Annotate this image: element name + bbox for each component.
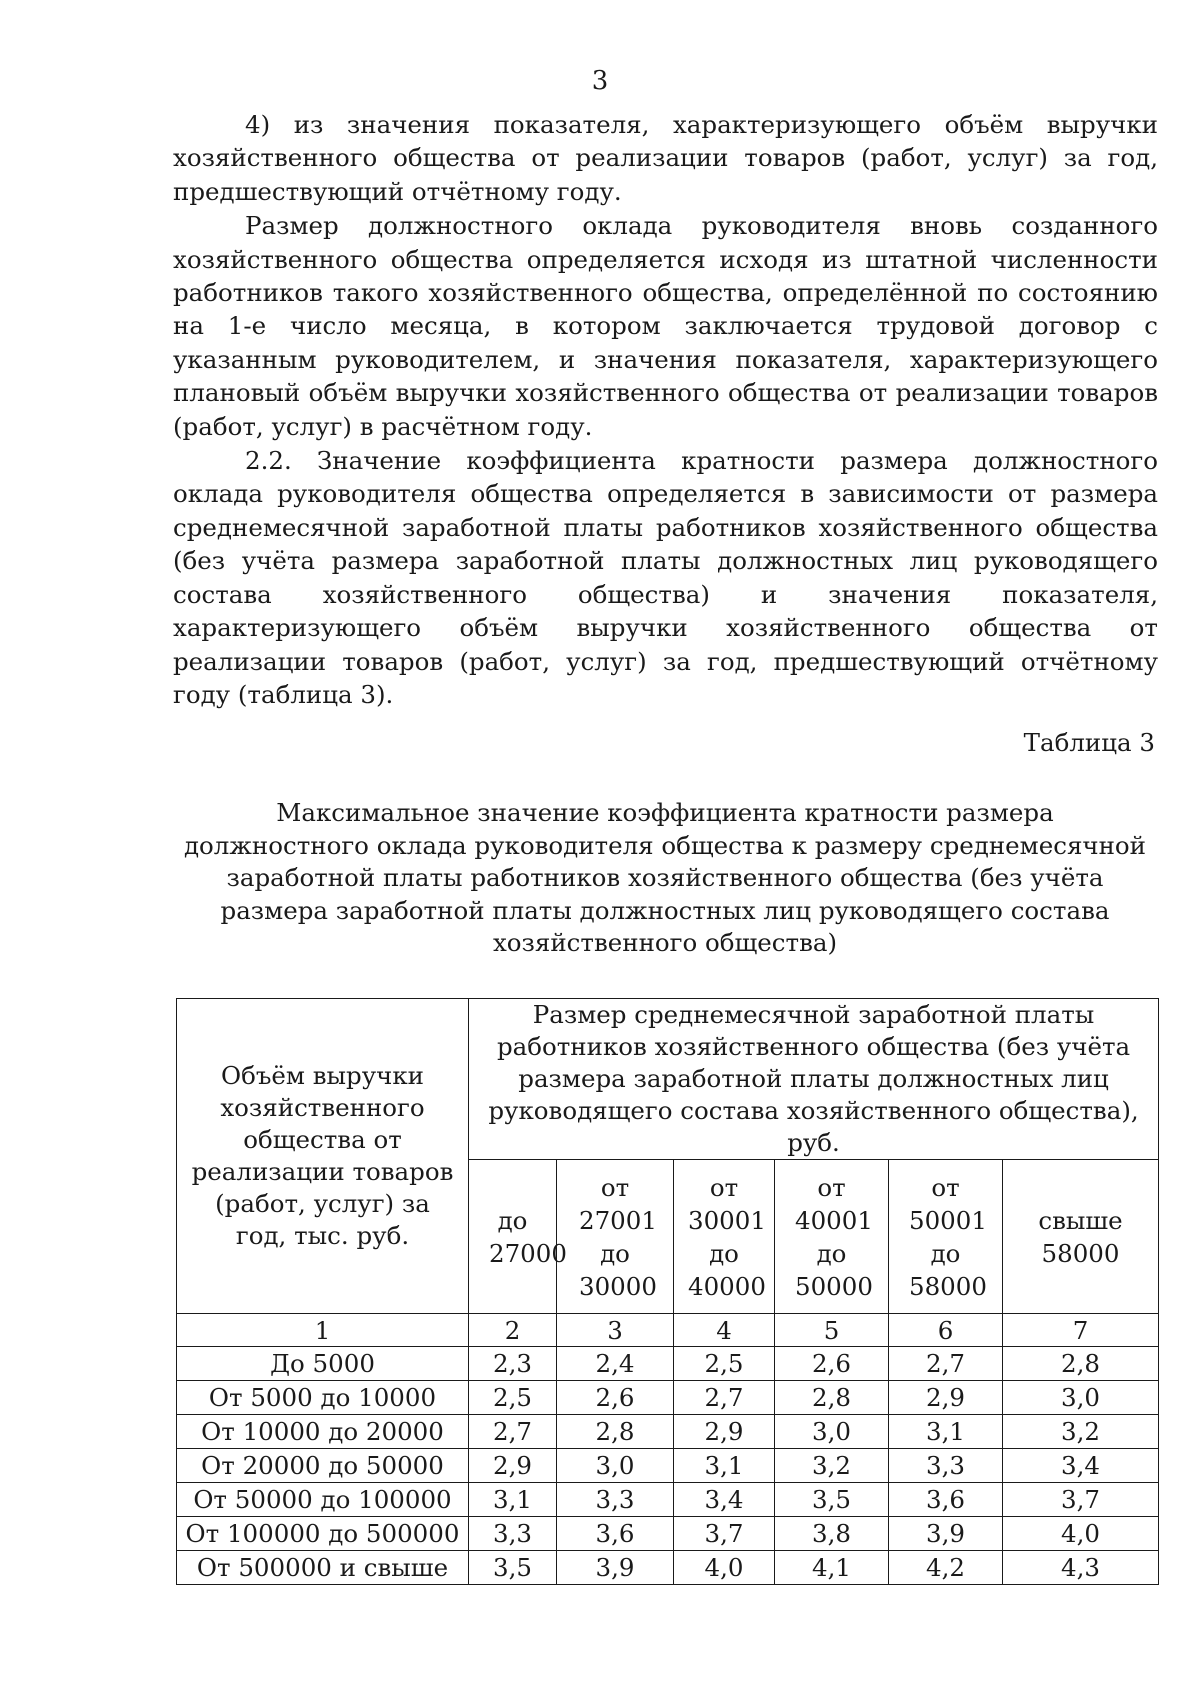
table-cell: 3,0: [557, 1449, 674, 1483]
table-cell: 3,5: [469, 1551, 557, 1585]
table-row: [177, 1449, 1159, 1483]
table-cell: 3,3: [889, 1449, 1003, 1483]
salary-range-text: до 27000: [489, 1205, 567, 1268]
salary-range-text: свыше 58000: [1038, 1205, 1123, 1268]
column-number-row: [177, 1314, 1159, 1347]
table-cell: 2,8: [1003, 1347, 1159, 1381]
table-cell: 2,6: [557, 1381, 674, 1415]
table-cell: 2,9: [674, 1415, 775, 1449]
table-cell: 2,3: [469, 1347, 557, 1381]
table-cell: 3,9: [889, 1517, 1003, 1551]
table-cell: 3,3: [557, 1483, 674, 1517]
table-cell: 2,9: [889, 1381, 1003, 1415]
table-cell: 4,1: [775, 1551, 889, 1585]
revenue-column-header: [177, 999, 469, 1314]
row-label: От 20000 до 50000: [177, 1449, 469, 1483]
salary-range-header: [1003, 1160, 1159, 1314]
table-cell: 3,0: [1003, 1381, 1159, 1415]
column-number: 2: [469, 1314, 557, 1347]
salary-range-header: [469, 1160, 567, 1314]
salary-range-header: [674, 1160, 775, 1314]
table-label: Таблица 3: [1023, 728, 1155, 757]
table-cell: 2,5: [674, 1347, 775, 1381]
table-cell: 2,5: [469, 1381, 557, 1415]
column-number: 1: [177, 1314, 469, 1347]
salary-range-text: от 40001 до 50000: [795, 1172, 873, 1301]
table-cell: 2,9: [469, 1449, 557, 1483]
page-number: 3: [591, 66, 609, 96]
table-row: [177, 1347, 1159, 1381]
table-row: [177, 1415, 1159, 1449]
column-number: 4: [674, 1314, 775, 1347]
table-cell: 3,7: [674, 1517, 775, 1551]
table-cell: 3,6: [557, 1517, 674, 1551]
table-cell: 3,5: [775, 1483, 889, 1517]
table-cell: 4,0: [1003, 1517, 1159, 1551]
salary-group-header-text: Размер среднемесячной заработной платы работников хозяйственного общества (без учёта размера заработной платы должностных лиц руководящего состава хозяйственного общества), руб.: [488, 1000, 1139, 1157]
table-cell: 3,4: [674, 1483, 775, 1517]
table-row: [177, 1517, 1159, 1551]
paragraph-1: 4) из значения показателя, характеризующего объём выручки хозяйственного общества от реализации товаров (работ, услуг) за год, предшествующий отчётному году.: [173, 110, 1158, 206]
coefficient-table: [176, 998, 1159, 1585]
table-cell: 3,4: [1003, 1449, 1159, 1483]
table-cell: 3,9: [557, 1551, 674, 1585]
table-cell: 2,7: [469, 1415, 557, 1449]
salary-group-header: [469, 999, 1159, 1160]
salary-range-text: от 30001 до 40000: [688, 1172, 766, 1301]
table-cell: 3,1: [889, 1415, 1003, 1449]
table-cell: 3,6: [889, 1483, 1003, 1517]
table-row: [177, 1381, 1159, 1415]
table-row: [177, 1551, 1159, 1585]
table-cell: 2,8: [775, 1381, 889, 1415]
table-cell: 3,8: [775, 1517, 889, 1551]
row-label: От 50000 до 100000: [177, 1483, 469, 1517]
row-label: От 10000 до 20000: [177, 1415, 469, 1449]
table-cell: 2,7: [889, 1347, 1003, 1381]
paragraph-3: 2.2. Значение коэффициента кратности размера должностного оклада руководителя общества определяется в зависимости от размера среднемесячной заработной платы работников хозяйственного общества (без учёта размера заработной платы должностных лиц руководящего состава хозяйственного общества) и значения показателя, характеризующего объём выручки хозяйственного общества от реализации товаров (работ, услуг) за год, предшествующий отчётному году (таблица 3).: [173, 446, 1158, 709]
paragraph-2: Размер должностного оклада руководителя вновь созданного хозяйственного общества определяется исходя из штатной численности работников такого хозяйственного общества, определённой по состоянию на 1-е число месяца, в котором заключается трудовой договор с указанным руководителем, и значения показателя, характеризующего плановый объём выручки хозяйственного общества от реализации товаров (работ, услуг) в расчётном году.: [173, 211, 1158, 441]
table-cell: 2,4: [557, 1347, 674, 1381]
table-cell: 3,2: [1003, 1415, 1159, 1449]
table-cell: 3,1: [469, 1483, 557, 1517]
salary-range-header: [889, 1160, 1003, 1314]
salary-range-text: от 50001 до 58000: [909, 1172, 987, 1301]
column-number: 6: [889, 1314, 1003, 1347]
table-row: [177, 1483, 1159, 1517]
body-text: [173, 108, 1158, 712]
table-cell: 4,0: [674, 1551, 775, 1585]
table-cell: 4,2: [889, 1551, 1003, 1585]
salary-range-header: [557, 1160, 674, 1314]
column-number: 5: [775, 1314, 889, 1347]
table-cell: 2,7: [674, 1381, 775, 1415]
row-label: От 5000 до 10000: [177, 1381, 469, 1415]
table-cell: 3,1: [674, 1449, 775, 1483]
column-number: 7: [1003, 1314, 1159, 1347]
revenue-column-header-text: Объём выручки хозяйственного общества от реализации товаров (работ, услуг) за год, тыс. руб.: [191, 1061, 454, 1250]
table-cell: 3,0: [775, 1415, 889, 1449]
table-caption: Максимальное значение коэффициента кратности размера должностного оклада руководителя общества к размеру среднемесячной заработной платы работников хозяйственного общества (без учёта размера заработной платы должностных лиц руководящего состава хозяйственного общества): [183, 798, 1147, 957]
table-cell: 3,2: [775, 1449, 889, 1483]
table-cell: 4,3: [1003, 1551, 1159, 1585]
table-cell: 2,8: [557, 1415, 674, 1449]
column-number: 3: [557, 1314, 674, 1347]
row-label: От 500000 и свыше: [177, 1551, 469, 1585]
salary-range-text: от 27001 до 30000: [579, 1172, 657, 1301]
table-cell: 3,7: [1003, 1483, 1159, 1517]
row-label: До 5000: [177, 1347, 469, 1381]
table-cell: 3,3: [469, 1517, 557, 1551]
salary-range-header: [775, 1160, 889, 1314]
row-label: От 100000 до 500000: [177, 1517, 469, 1551]
table-cell: 2,6: [775, 1347, 889, 1381]
